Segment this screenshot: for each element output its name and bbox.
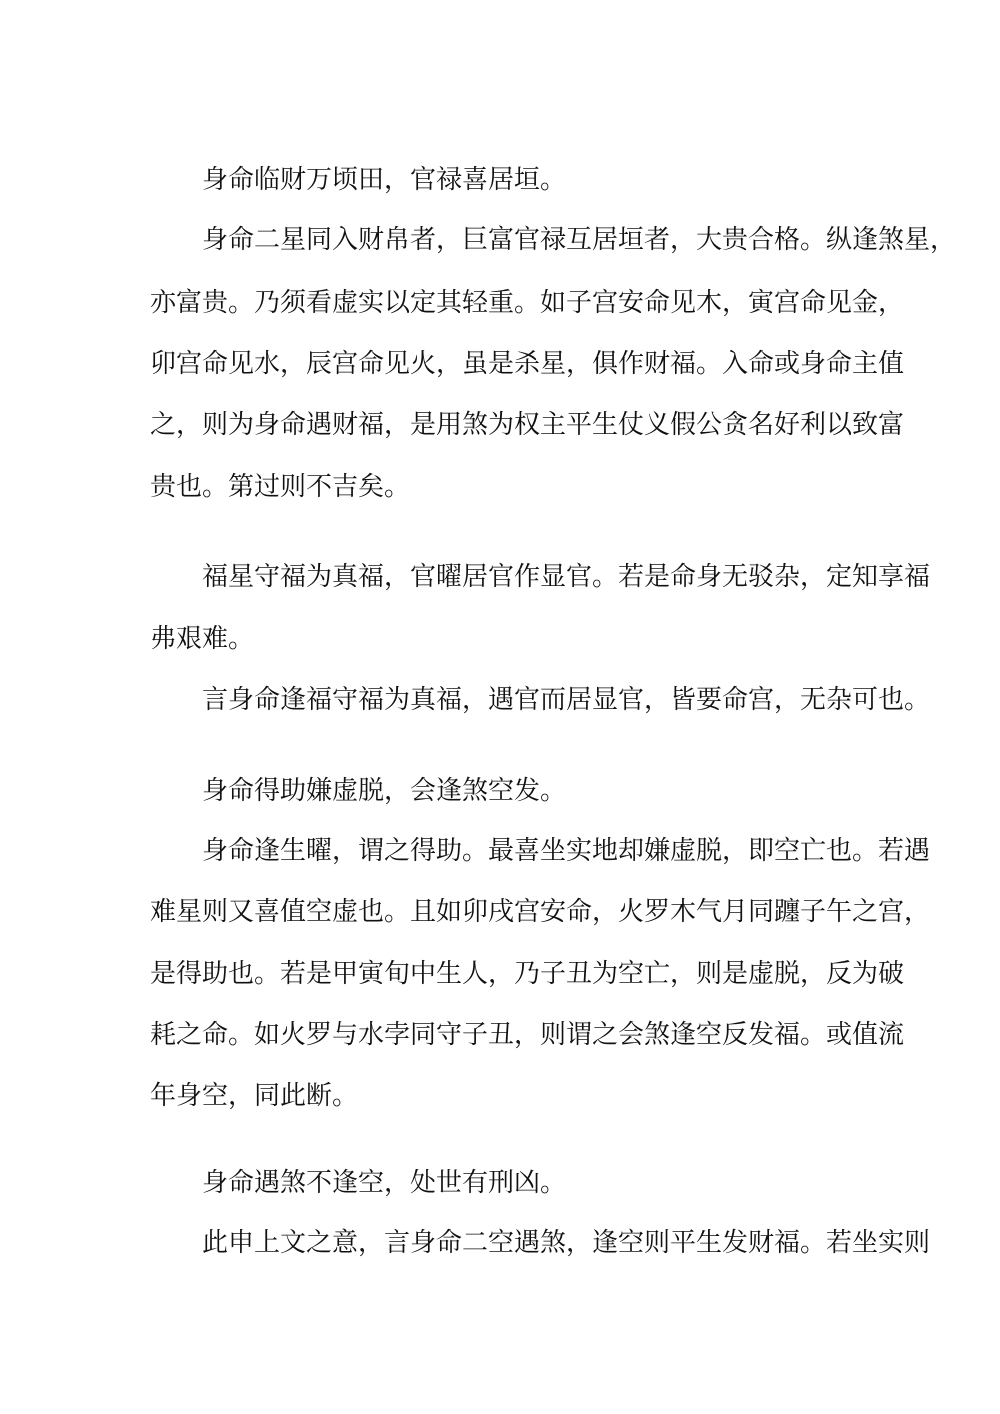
text-line: 耗之命。如火罗与水孛同守子丑，则谓之会煞逢空反发福。或值流 — [150, 1020, 905, 1050]
text-line: 卯宫命见水，辰宫命见火，虽是杀星，俱作财福。入命或身命主值 — [150, 349, 905, 379]
text-line: 亦富贵。乃须看虚实以定其轻重。如子宫安命见木，寅宫命见金， — [150, 288, 905, 318]
text-line: 此申上文之意，言身命二空遇煞，逢空则平生发财福。若坐实则 — [150, 1228, 931, 1258]
text-line: 弗艰难。 — [150, 624, 255, 654]
text-line: 年身空，同此断。 — [150, 1081, 359, 1111]
text-line: 身命二星同入财帛者，巨富官禄互居垣者，大贵合格。纵逢煞星， — [150, 225, 957, 255]
text-line: 身命得助嫌虚脱，会逢煞空发。 — [150, 776, 567, 806]
text-line: 言身命逢福守福为真福，遇官而居显官，皆要命宫，无杂可也。 — [150, 685, 931, 715]
text-line: 贵也。第过则不吉矣。 — [150, 472, 411, 502]
text-line: 难星则又喜值空虚也。且如卯戌宫安命，火罗木气月同躔子午之宫， — [150, 897, 931, 927]
text-line: 是得助也。若是甲寅旬中生人，乃子丑为空亡，则是虚脱，反为破 — [150, 959, 905, 989]
text-line: 身命逢生曜，谓之得助。最喜坐实地却嫌虚脱，即空亡也。若遇 — [150, 836, 931, 866]
text-line: 之，则为身命遇财福，是用煞为权主平生仗义假公贪名好利以致富 — [150, 410, 905, 440]
text-line: 身命临财万顷田，官禄喜居垣。 — [150, 165, 567, 195]
text-line: 福星守福为真福，官曜居官作显官。若是命身无驳杂，定知享福 — [150, 562, 931, 592]
text-line: 身命遇煞不逢空，处世有刑凶。 — [150, 1168, 567, 1198]
